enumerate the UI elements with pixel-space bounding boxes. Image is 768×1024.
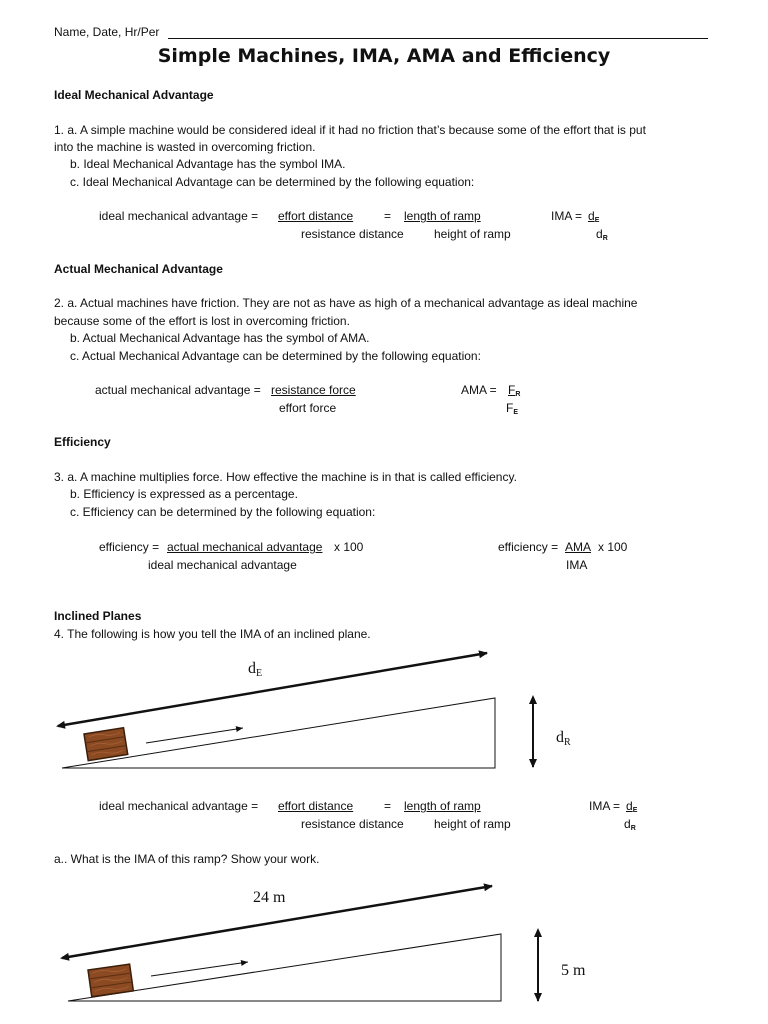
ramp-diagram-2 [62,886,538,1001]
item-4-intro: 4. The following is how you tell the IMA of an inclined plane. [54,627,371,641]
section-heading-ima: Ideal Mechanical Advantage [54,88,214,102]
item-1a-line2: into the machine is wasted in overcoming friction. [54,140,316,154]
item-3b: b. Efficiency is expressed as a percentage. [70,487,298,501]
efficiency-equation-lhs: efficiency = [99,540,160,554]
item-2a-line1: 2. a. Actual machines have friction. They are not as have as high of a mechanical advantage as ideal machine [54,296,638,310]
ramp-1 [62,698,495,768]
ama-short-den: $F_E$ [506,401,519,416]
ima-ramp-effort-distance: effort distance [278,799,354,813]
name-date-label: Name, Date, Hr/Per [54,25,160,39]
ima-equals: = [384,209,392,223]
efficiency-short-num: AMA [565,540,592,554]
ima-equation-lhs: ideal mechanical advantage = [99,209,259,223]
item-1b: b. Ideal Mechanical Advantage has the symbol IMA. [70,157,346,171]
ima-short-lhs: IMA = [551,209,583,223]
ama-short-lhs: AMA = [461,383,497,397]
de-label-1: dE [248,660,263,679]
ima-length-of-ramp: length of ramp [404,209,481,223]
item-2b: b. Actual Mechanical Advantage has the symbol of AMA. [70,331,370,345]
efficiency-denominator: ideal mechanical advantage [148,558,297,572]
item-2c: c. Actual Mechanical Advantage can be determined by the following equation: [70,349,481,363]
wooden-crate-2 [88,964,133,997]
ima-short-num: $d_E$ [588,209,600,224]
section-heading-inclined-planes: Inclined Planes [54,609,142,623]
ramp-length-label: 24 m [253,889,286,906]
wooden-crate-1 [84,728,128,761]
ramp-height-label: 5 m [561,962,586,979]
dr-label-1: dR [556,729,571,748]
ima-effort-distance: effort distance [278,209,354,223]
ama-equation-lhs: actual mechanical advantage = [95,383,261,397]
item-1c: c. Ideal Mechanical Advantage can be determined by the following equation: [70,175,475,189]
item-2a-line2: because some of the effort is lost in overcoming friction. [54,314,350,328]
ama-short-num: $F_R$ [508,383,521,398]
efficiency-short-times: x 100 [598,540,628,554]
efficiency-numerator: actual mechanical advantage [167,540,323,554]
section-heading-efficiency: Efficiency [54,435,111,449]
ima-short-den: $d_R$ [596,227,608,242]
efficiency-short-lhs: efficiency = [498,540,559,554]
ama-resistance-force: resistance force [271,383,356,397]
section-heading-ama: Actual Mechanical Advantage [54,262,223,276]
question-4a: a.. What is the IMA of this ramp? Show your work. [54,852,320,866]
efficiency-times-100: x 100 [334,540,364,554]
ramp-diagram-1 [58,653,533,768]
ima-ramp-resistance-distance: resistance distance [301,817,404,831]
page-title: Simple Machines, IMA, AMA and Efficiency [157,45,611,67]
item-3c: c. Efficiency can be determined by the following equation: [70,505,376,519]
ima-ramp-equals: = [384,799,392,813]
ama-effort-force: effort force [279,401,337,415]
ima-ramp-short-num: $d_E$ [626,799,638,814]
ima-ramp-length-of-ramp: length of ramp [404,799,481,813]
ima-ramp-equation-lhs: ideal mechanical advantage = [99,799,259,813]
ima-ramp-short-den: $d_R$ [624,817,636,832]
ima-ramp-short-lhs: IMA = [589,799,621,813]
item-1a-line1: 1. a. A simple machine would be considered ideal if it had no friction that’s because some of the effort that is put [54,123,646,137]
ima-height-of-ramp: height of ramp [434,227,511,241]
motion-arrow-2 [151,962,248,976]
ima-resistance-distance: resistance distance [301,227,404,241]
effort-distance-arrow-1 [58,653,487,726]
efficiency-short-den: IMA [566,558,588,572]
ima-ramp-height-of-ramp: height of ramp [434,817,511,831]
item-3a: 3. a. A machine multiplies force. How effective the machine is in that is called efficiency. [54,470,517,484]
